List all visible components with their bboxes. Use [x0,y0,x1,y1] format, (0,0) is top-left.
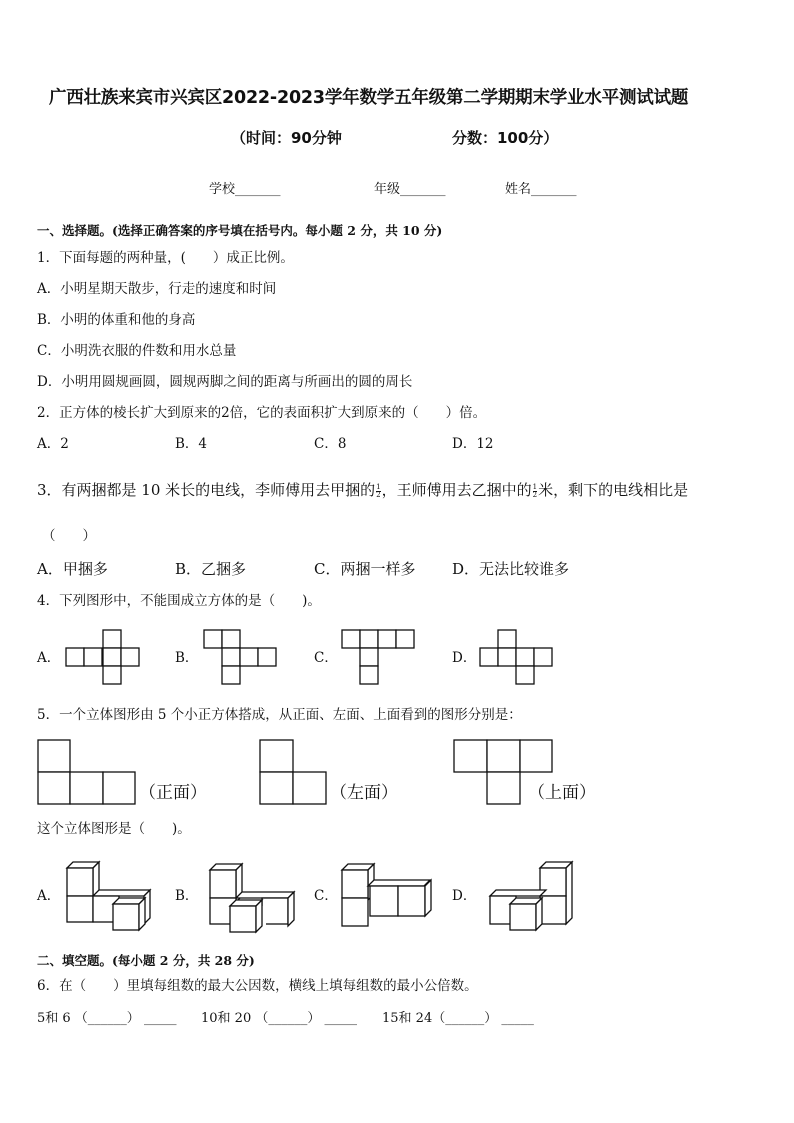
section-heading-fill: 二、填空题。(每小题 2 分，共 28 分) [37,953,255,968]
q4-option-c[interactable]: C． [314,650,338,666]
q2-option-d[interactable]: D．12 [452,436,494,452]
q3-stem-part3: 米，剩下的电线相比是 [538,481,689,499]
q6-stem: 6．在（ ）里填每组数的最大公因数，横线上填每组数的最小公倍数。 [37,978,478,994]
exam-score: 分数：100分） [452,129,559,147]
q5-option-d[interactable]: D． [452,888,477,904]
q4-net-d [480,630,560,685]
q6-group-3[interactable]: 15和 24（______） _____ [382,1011,534,1026]
q4-net-b [204,630,284,685]
q4-stem: 4．下列图形中，不能围成立方体的是（ )。 [37,593,321,609]
q1-option-c[interactable]: C．小明洗衣服的件数和用水总量 [37,343,237,359]
q1-option-a[interactable]: A．小明星期天散步，行走的速度和时间 [37,281,277,297]
q3-fraction-2: $\frac{1}{2}$ [532,482,538,499]
exam-time: （时间：90分钟 [231,129,342,147]
school-field[interactable]: 学校_______ [209,182,281,197]
q2-stem: 2．正方体的棱长扩大到原来的2倍，它的表面积扩大到原来的（ ）倍。 [37,405,487,421]
q5-top-label: （上面） [528,783,596,803]
q5-question: 这个立体图形是（ )。 [37,821,191,837]
q5-solid-a [64,860,154,935]
q1-option-d[interactable]: D．小明用圆规画圆，圆规两脚之间的距离与所画出的圆的周长 [37,374,413,390]
q3-stem [37,483,688,499]
q5-option-b[interactable]: B． [175,888,199,904]
q5-solid-b [208,862,298,937]
q2-option-a[interactable]: A．2 [37,436,69,452]
name-field[interactable]: 姓名_______ [505,182,577,197]
q4-net-c [342,630,422,690]
q3-option-d[interactable]: D．无法比较谁多 [452,560,570,578]
q5-solid-c [340,860,435,935]
q3-option-b[interactable]: B．乙捆多 [175,560,247,578]
q5-left-view [259,739,329,805]
q5-stem: 5．一个立体图形由 5 个小正方体搭成，从正面、左面、上面看到的图形分别是： [37,707,522,723]
grade-field[interactable]: 年级_______ [374,182,446,197]
q5-option-c[interactable]: C． [314,888,338,904]
q3-answer-paren[interactable]: （ ） [42,528,96,544]
q4-option-d[interactable]: D． [452,650,477,666]
q4-option-a[interactable]: A． [37,650,61,666]
q3-stem-part2: ，王师傅用去乙捆中的 [381,481,532,499]
page-title: 广西壮族来宾市兴宾区2022-2023学年数学五年级第二学期期末学业水平测试试题 [49,88,689,108]
q5-solid-d [488,860,578,935]
q6-group-2[interactable]: 10和 20 （______） _____ [201,1011,357,1026]
section-heading-choice: 一、选择题。(选择正确答案的序号填在括号内。每小题 2 分，共 10 分) [37,223,443,238]
q2-option-c[interactable]: C．8 [314,436,347,452]
q1-stem: 1．下面每题的两种量，( ）成正比例。 [37,250,294,266]
q2-option-b[interactable]: B．4 [175,436,208,452]
q1-option-b[interactable]: B．小明的体重和他的身高 [37,312,196,328]
q3-option-c[interactable]: C．两捆一样多 [314,560,416,578]
q4-option-b[interactable]: B． [175,650,199,666]
q6-group-1[interactable]: 5和 6 （______） _____ [37,1011,177,1026]
q5-front-view [37,739,137,805]
q4-net-a [66,630,146,685]
q3-stem-part1: 3．有两捆都是 10 米长的电线，李师傅用去甲捆的 [37,481,376,499]
q5-left-label: （左面） [330,783,398,803]
q3-option-a[interactable]: A．甲捆多 [37,560,108,578]
q3-fraction-1: $\frac{1}{2}$ [376,482,381,499]
q5-option-a[interactable]: A． [37,888,61,904]
q5-front-label: （正面） [139,783,207,803]
